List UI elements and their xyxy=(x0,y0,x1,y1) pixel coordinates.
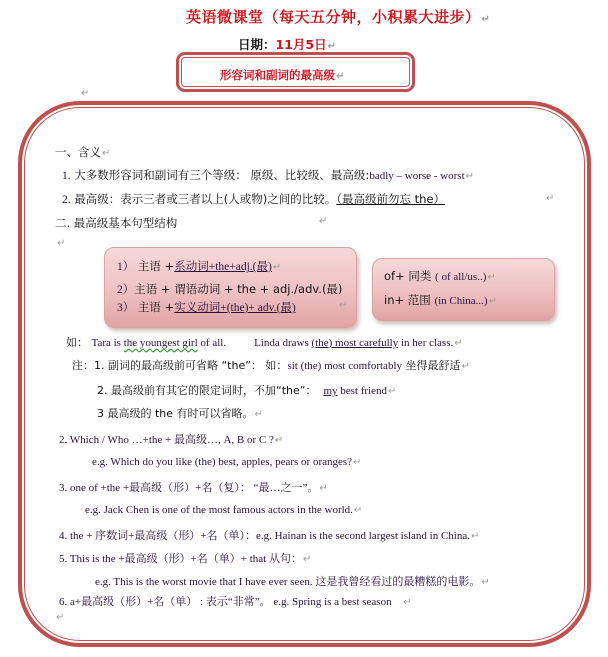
paragraph-mark-icon: ↵ xyxy=(353,505,363,516)
rule-3: 3. one of +the +最高级（形）+名（复）： “最…之一”。↵ xyxy=(59,482,328,494)
paragraph-mark-icon: ↵ xyxy=(388,386,397,397)
range-of: of+ 同类 ( of all/us..)↵ xyxy=(384,269,496,283)
pattern-1: 1） 主语 +系动词+the+adj.(最)↵ xyxy=(117,259,282,273)
note-1: 注：1. 副词的最高级前可省略 “the”： 如：sit (the) most comfortably 坐得最舒适↵ xyxy=(72,359,470,372)
topic-title: 形容词和副词的最高级↵ xyxy=(220,68,345,82)
note-underlined: （最高级前勿忘 the） xyxy=(336,192,446,206)
paragraph-mark-icon: ↵ xyxy=(319,216,328,227)
rule-6: 6. a+最高级（形）+名（单） : 表示“非常”。 e.g. Spring is a best season ↵ xyxy=(59,596,412,608)
date-value: 11月5日 xyxy=(275,37,327,52)
paragraph-mark-icon: ↵ xyxy=(465,171,475,182)
paragraph-mark-icon: ↵ xyxy=(327,41,336,52)
section1-item-1: 1. 大多数形容词和副词有三个等级： 原级、比较级、最高级:badly – worse - worst↵ xyxy=(62,168,475,182)
note-2: 2. 最高级前有其它的限定词时，不加“the”： my best friend↵ xyxy=(97,384,397,397)
section1-item-2: 2. 最高级：表示三者或三者以上(人或物)之间的比较。（最高级前勿忘 the） xyxy=(62,192,446,206)
note-3: 3 最高级的 the 有时可以省略。↵ xyxy=(97,407,263,420)
paragraph-mark-icon: ↵ xyxy=(454,338,463,349)
paragraph-mark-icon: ↵ xyxy=(488,296,497,307)
paragraph-mark-icon: ↵ xyxy=(336,71,345,82)
paragraph-mark-icon: ↵ xyxy=(319,483,328,494)
paragraph-mark-icon: ↵ xyxy=(481,14,491,25)
date-label: 日期： xyxy=(238,37,276,52)
paragraph-mark-icon: ↵ xyxy=(272,262,282,273)
paragraph-mark-icon: ↵ xyxy=(471,531,480,542)
paragraph-mark-icon: ↵ xyxy=(487,272,496,283)
section1-heading: 一、含义↵ xyxy=(55,145,111,159)
paragraph-mark-icon: ↵ xyxy=(56,612,65,623)
paragraph-mark-icon: ↵ xyxy=(254,409,263,420)
paragraph-mark-icon: ↵ xyxy=(481,577,490,588)
rule-5-example: e.g. This is the worst movie that I have ever seen. 这是我曾经看过的最糟糕的电影。↵ xyxy=(95,576,490,588)
paragraph-mark-icon: ↵ xyxy=(303,554,312,565)
range-in: in+ 范围 (in China...)↵ xyxy=(384,293,497,307)
paragraph-mark-icon: ↵ xyxy=(339,300,348,311)
rule-2: 2. Which / Who …+the + 最高级…, A, B or C ?↵ xyxy=(59,434,284,446)
paragraph-mark-icon: ↵ xyxy=(353,457,362,468)
section2-heading: 二. 最高级基本句型结构 xyxy=(55,216,178,230)
pattern-2: 2）主语 + 谓语动词 + the + adj./adv.(最) xyxy=(117,282,343,296)
paragraph-mark-icon: ↵ xyxy=(274,435,284,446)
examples-line: 如： Tara is the youngest girl of all. Linda draws (the) most carefully in her class.↵ xyxy=(66,336,463,349)
page-title: 英语微课堂（每天五分钟，小积累大进步）↵ xyxy=(186,8,491,26)
rule-4: 4. the + 序数词+最高级（形）+名（单）：e.g. Hainan is the second largest island in China.↵ xyxy=(59,530,480,542)
pattern-3: 3） 主语 +实义动词+(the)+ adv.(最) xyxy=(117,300,296,314)
rule-5: 5. This is the +最高级（形）+名（单）+ that 从句：↵ xyxy=(59,553,312,565)
paragraph-mark-icon: ↵ xyxy=(102,148,111,159)
paragraph-mark-icon: ↵ xyxy=(57,238,66,249)
paragraph-mark-icon: ↵ xyxy=(403,597,412,608)
paragraph-mark-icon: ↵ xyxy=(81,88,90,99)
rule-3-example: e.g. Jack Chen is one of the most famous actors in the world.↵ xyxy=(85,504,363,516)
date-line xyxy=(238,35,336,53)
paragraph-mark-icon: ↵ xyxy=(461,361,470,372)
paragraph-mark-icon: ↵ xyxy=(546,193,555,204)
rule-2-example: e.g. Which do you like (the) best, apples, pears or oranges?↵ xyxy=(92,456,362,468)
